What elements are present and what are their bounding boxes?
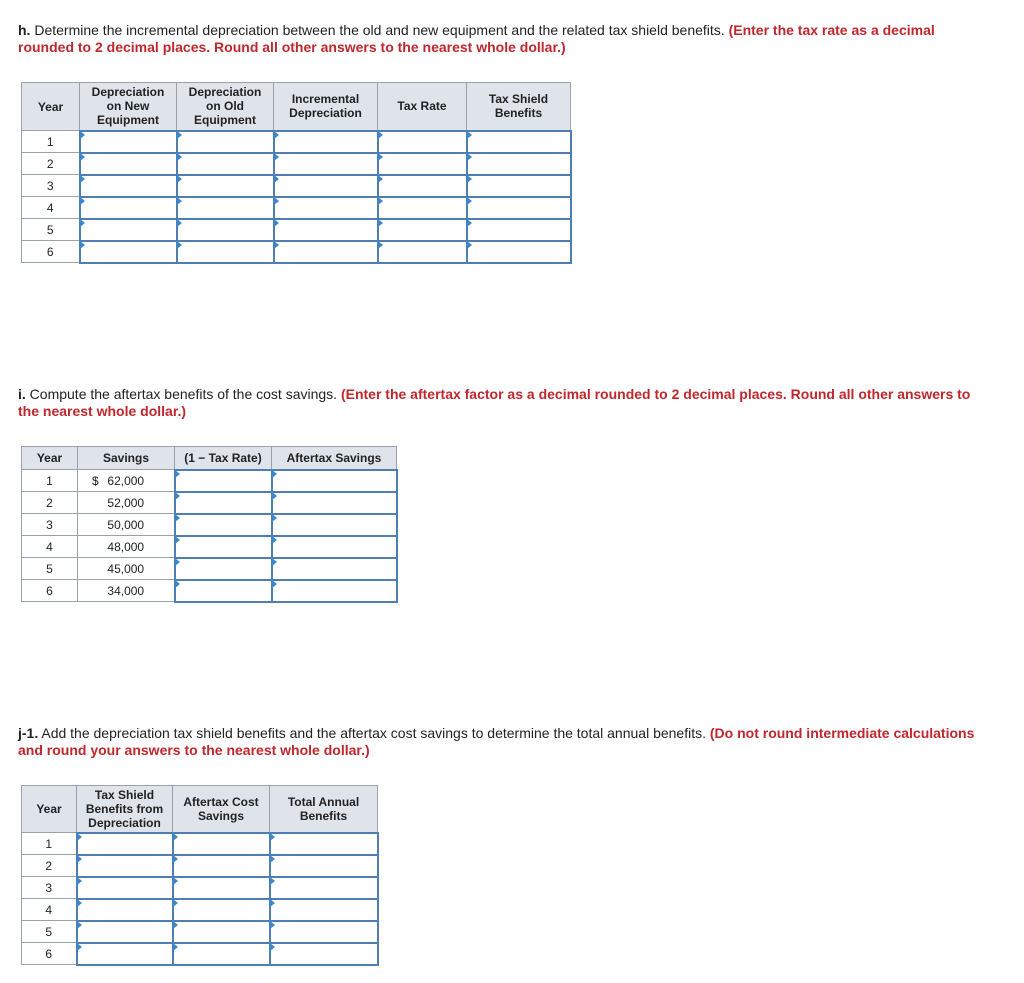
tax-shield-input[interactable] [468,199,570,217]
tax-rate-input[interactable] [379,133,466,151]
input-marker-icon [175,492,180,500]
tax-shield-dep-input[interactable] [78,901,172,919]
tax-shield-dep-cell[interactable] [77,877,173,899]
input-marker-icon [378,197,383,205]
incremental-dep-cell[interactable] [274,197,378,219]
header-tax-shield: Tax Shield Benefits [467,83,571,131]
table-row [22,153,571,175]
tax-shield-dep-input[interactable] [78,945,172,963]
dep-old-input[interactable] [178,199,273,217]
tax-rate-cell[interactable] [378,197,467,219]
aftertax-savings-table-body [22,470,397,602]
aftertax-cost-savings-cell[interactable] [173,877,270,899]
year-label: 3 [22,175,80,197]
incremental-dep-cell[interactable] [274,219,378,241]
tax-shield-dep-input[interactable] [78,923,172,941]
input-marker-icon [270,877,275,885]
table-row [22,536,397,558]
input-marker-icon [177,241,182,249]
table-row [22,470,397,492]
dep-new-input[interactable] [81,155,176,173]
savings-cell [78,492,175,514]
input-marker-icon [80,241,85,249]
tax-shield-dep-cell[interactable] [77,943,173,965]
input-marker-icon [77,833,82,841]
year-label: 2 [22,855,77,877]
aftertax-cost-savings-input[interactable] [174,923,269,941]
aftertax-savings-input[interactable] [273,516,396,534]
tax-shield-dep-cell[interactable] [77,855,173,877]
year-label: 1 [22,833,77,855]
year-label: 6 [22,241,80,263]
aftertax-savings-input[interactable] [273,472,396,490]
dep-new-cell[interactable] [80,175,177,197]
input-marker-icon [272,492,277,500]
aftertax-cost-savings-cell[interactable] [173,833,270,855]
input-marker-icon [378,241,383,249]
table-row [22,219,571,241]
dep-old-input[interactable] [178,133,273,151]
tax-rate-input[interactable] [379,199,466,217]
table-row [22,558,397,580]
tax-rate-cell[interactable] [378,241,467,263]
incremental-dep-input[interactable] [275,177,377,195]
aftertax-cost-savings-cell[interactable] [173,899,270,921]
tax-shield-dep-cell[interactable] [77,921,173,943]
total-benefits-table [21,785,379,966]
dep-new-input[interactable] [81,243,176,261]
tax-shield-dep-cell[interactable] [77,833,173,855]
header-year: Year [22,447,78,470]
input-marker-icon [177,153,182,161]
input-marker-icon [173,877,178,885]
aftertax-savings-cell[interactable] [272,580,397,602]
tax-shield-dep-input[interactable] [78,857,172,875]
input-marker-icon [175,514,180,522]
incremental-dep-cell[interactable] [274,131,378,153]
input-marker-icon [270,899,275,907]
savings-cell [78,470,175,492]
input-marker-icon [272,470,277,478]
dep-new-cell[interactable] [80,197,177,219]
aftertax-factor-cell[interactable] [175,470,272,492]
aftertax-savings-table [21,446,398,603]
input-marker-icon [467,175,472,183]
input-marker-icon [173,899,178,907]
part-i-label: i. [18,386,26,402]
tax-shield-dep-input[interactable] [78,879,172,897]
aftertax-savings-cell[interactable] [272,514,397,536]
input-marker-icon [467,153,472,161]
header-tax-rate: Tax Rate [378,83,467,131]
aftertax-savings-cell[interactable] [272,558,397,580]
tax-rate-cell[interactable] [378,175,467,197]
tax-shield-input[interactable] [468,243,570,261]
dep-new-cell[interactable] [80,131,177,153]
tax-rate-cell[interactable] [378,131,467,153]
aftertax-cost-savings-cell[interactable] [173,855,270,877]
total-annual-benefits-cell[interactable] [270,899,378,921]
total-annual-benefits-input[interactable] [271,901,377,919]
table-row [22,833,378,855]
part-h-text: Determine the incremental depreciation between the old and new equipment and the related tax shield benefits. [30,22,729,38]
aftertax-cost-savings-cell[interactable] [173,943,270,965]
input-marker-icon [175,470,180,478]
depreciation-table-body [22,131,571,263]
year-label: 4 [22,197,80,219]
part-j1-label: j-1. [18,725,39,741]
part-h-section [18,22,978,56]
aftertax-savings-input[interactable] [273,538,396,556]
header-tax-shield-dep: Tax Shield Benefits from Depreciation [77,786,173,833]
input-marker-icon [274,219,279,227]
currency-symbol: $ [92,473,99,488]
header-aftertax-savings: Aftertax Savings [272,447,397,470]
year-label: 2 [22,153,80,175]
savings-value: 50,000 [107,517,145,532]
tax-rate-input[interactable] [379,155,466,173]
tax-shield-dep-cell[interactable] [77,899,173,921]
total-annual-benefits-cell[interactable] [270,855,378,877]
year-label: 4 [22,899,77,921]
savings-cell [78,536,175,558]
tax-shield-dep-input[interactable] [78,835,172,853]
dep-old-cell[interactable] [177,241,274,263]
total-annual-benefits-cell[interactable] [270,921,378,943]
table-row [22,514,397,536]
aftertax-savings-cell[interactable] [272,470,397,492]
tax-shield-cell[interactable] [467,197,571,219]
input-marker-icon [175,558,180,566]
table-row [22,131,571,153]
tax-shield-cell[interactable] [467,175,571,197]
depreciation-table [21,82,572,264]
input-marker-icon [175,536,180,544]
aftertax-cost-savings-input[interactable] [174,901,269,919]
total-benefits-table-body [22,833,378,965]
tax-shield-input[interactable] [468,177,570,195]
year-label: 1 [22,131,80,153]
savings-value: 52,000 [107,495,145,510]
input-marker-icon [177,197,182,205]
savings-value: 48,000 [107,539,145,554]
table-row [22,943,378,965]
year-label: 6 [22,943,77,965]
input-marker-icon [270,943,275,951]
input-marker-icon [274,153,279,161]
tax-rate-input[interactable] [379,243,466,261]
aftertax-factor-input[interactable] [176,560,271,578]
dep-old-input[interactable] [178,221,273,239]
tax-shield-input[interactable] [468,155,570,173]
input-marker-icon [177,175,182,183]
input-marker-icon [177,131,182,139]
dep-new-input[interactable] [81,133,176,151]
aftertax-factor-cell[interactable] [175,536,272,558]
dep-new-input[interactable] [81,221,176,239]
input-marker-icon [173,921,178,929]
incremental-dep-input[interactable] [275,243,377,261]
table-row [22,175,571,197]
tax-rate-input[interactable] [379,177,466,195]
part-i-section [18,386,978,420]
input-marker-icon [80,131,85,139]
dep-old-input[interactable] [178,243,273,261]
table-row [22,197,571,219]
input-marker-icon [80,219,85,227]
aftertax-factor-cell[interactable] [175,514,272,536]
incremental-dep-input[interactable] [275,221,377,239]
input-marker-icon [175,580,180,588]
incremental-dep-cell[interactable] [274,153,378,175]
incremental-dep-input[interactable] [275,155,377,173]
part-h-prompt [18,22,978,56]
tax-shield-cell[interactable] [467,241,571,263]
dep-old-cell[interactable] [177,219,274,241]
input-marker-icon [378,131,383,139]
input-marker-icon [270,855,275,863]
input-marker-icon [272,558,277,566]
input-marker-icon [378,175,383,183]
part-h-note: (Enter the tax rate as a decimal rounded to 2 decimal places. Round all other answers to the nearest whole dollar.) [18,22,935,55]
aftertax-factor-input[interactable] [176,494,271,512]
part-i-text: Compute the aftertax benefits of the cost savings. [25,386,341,402]
input-marker-icon [272,514,277,522]
aftertax-savings-input[interactable] [273,560,396,578]
dep-new-input[interactable] [81,177,176,195]
input-marker-icon [173,943,178,951]
aftertax-factor-input[interactable] [176,472,271,490]
year-label: 1 [22,470,78,492]
table-row [22,492,397,514]
total-annual-benefits-input[interactable] [271,945,377,963]
input-marker-icon [467,241,472,249]
savings-cell [78,514,175,536]
total-annual-benefits-input[interactable] [271,923,377,941]
table-row [22,580,397,602]
input-marker-icon [173,833,178,841]
incremental-dep-cell[interactable] [274,241,378,263]
input-marker-icon [274,175,279,183]
table-row [22,855,378,877]
header-dep-new: Depreciation on New Equipment [80,83,177,131]
dep-new-cell[interactable] [80,241,177,263]
part-i-note: (Enter the aftertax factor as a decimal rounded to 2 decimal places. Round all other answers to the nearest whole dollar.) [18,386,971,419]
savings-value: 45,000 [107,561,145,576]
tax-rate-input[interactable] [379,221,466,239]
table-row [22,899,378,921]
table-row [22,877,378,899]
aftertax-factor-cell[interactable] [175,558,272,580]
input-marker-icon [378,219,383,227]
aftertax-factor-input[interactable] [176,516,271,534]
aftertax-savings-cell[interactable] [272,536,397,558]
input-marker-icon [272,580,277,588]
tax-rate-cell[interactable] [378,153,467,175]
incremental-dep-input[interactable] [275,199,377,217]
aftertax-cost-savings-input[interactable] [174,945,269,963]
header-total-benefits: Total Annual Benefits [270,786,378,833]
aftertax-cost-savings-input[interactable] [174,879,269,897]
part-j1-section [18,725,978,759]
dep-old-cell[interactable] [177,131,274,153]
header-factor: (1 − Tax Rate) [175,447,272,470]
input-marker-icon [274,131,279,139]
tax-shield-input[interactable] [468,133,570,151]
total-annual-benefits-cell[interactable] [270,877,378,899]
dep-old-cell[interactable] [177,153,274,175]
table-row [22,921,378,943]
tax-shield-input[interactable] [468,221,570,239]
header-year: Year [22,83,80,131]
aftertax-factor-input[interactable] [176,538,271,556]
year-label: 5 [22,558,78,580]
aftertax-cost-savings-cell[interactable] [173,921,270,943]
dep-new-cell[interactable] [80,219,177,241]
dep-old-input[interactable] [178,155,273,173]
input-marker-icon [80,175,85,183]
aftertax-savings-cell[interactable] [272,492,397,514]
dep-old-input[interactable] [178,177,273,195]
input-marker-icon [80,197,85,205]
tax-shield-cell[interactable] [467,131,571,153]
input-marker-icon [77,855,82,863]
savings-cell [78,558,175,580]
savings-cell [78,580,175,602]
total-annual-benefits-input[interactable] [271,879,377,897]
year-label: 2 [22,492,78,514]
part-j1-text: Add the depreciation tax shield benefits and the aftertax cost savings to determine the total annual benefits. [38,725,710,741]
input-marker-icon [270,921,275,929]
input-marker-icon [77,921,82,929]
header-year: Year [22,786,77,833]
input-marker-icon [173,855,178,863]
year-label: 4 [22,536,78,558]
input-marker-icon [467,197,472,205]
tax-shield-cell[interactable] [467,153,571,175]
input-marker-icon [467,219,472,227]
input-marker-icon [274,241,279,249]
input-marker-icon [77,877,82,885]
header-incremental: Incremental Depreciation [274,83,378,131]
dep-old-cell[interactable] [177,197,274,219]
year-label: 5 [22,219,80,241]
year-label: 6 [22,580,78,602]
incremental-dep-cell[interactable] [274,175,378,197]
dep-old-cell[interactable] [177,175,274,197]
input-marker-icon [274,197,279,205]
part-h-label: h. [18,22,31,38]
year-label: 5 [22,921,77,943]
input-marker-icon [378,153,383,161]
incremental-dep-input[interactable] [275,133,377,151]
input-marker-icon [272,536,277,544]
year-label: 3 [22,877,77,899]
tax-shield-cell[interactable] [467,219,571,241]
header-dep-old: Depreciation on Old Equipment [177,83,274,131]
aftertax-cost-savings-input[interactable] [174,857,269,875]
part-i-prompt [18,386,978,420]
total-annual-benefits-cell[interactable] [270,833,378,855]
part-j1-prompt [18,725,978,759]
input-marker-icon [467,131,472,139]
savings-value: 34,000 [107,583,145,598]
year-label: 3 [22,514,78,536]
dep-new-cell[interactable] [80,153,177,175]
input-marker-icon [177,219,182,227]
header-aftertax-cost: Aftertax Cost Savings [173,786,270,833]
input-marker-icon [80,153,85,161]
dep-new-input[interactable] [81,199,176,217]
tax-rate-cell[interactable] [378,219,467,241]
part-j1-note: (Do not round intermediate calculations and round your answers to the nearest whole dollar.) [18,725,975,758]
table-row [22,241,571,263]
header-savings: Savings [78,447,175,470]
input-marker-icon [270,833,275,841]
input-marker-icon [77,943,82,951]
savings-value: 62,000 [107,473,145,488]
aftertax-factor-input[interactable] [176,582,271,600]
total-annual-benefits-cell[interactable] [270,943,378,965]
input-marker-icon [77,899,82,907]
aftertax-factor-cell[interactable] [175,492,272,514]
total-annual-benefits-input[interactable] [271,835,377,853]
aftertax-cost-savings-input[interactable] [174,835,269,853]
aftertax-savings-input[interactable] [273,494,396,512]
aftertax-factor-cell[interactable] [175,580,272,602]
total-annual-benefits-input[interactable] [271,857,377,875]
aftertax-savings-input[interactable] [273,582,396,600]
